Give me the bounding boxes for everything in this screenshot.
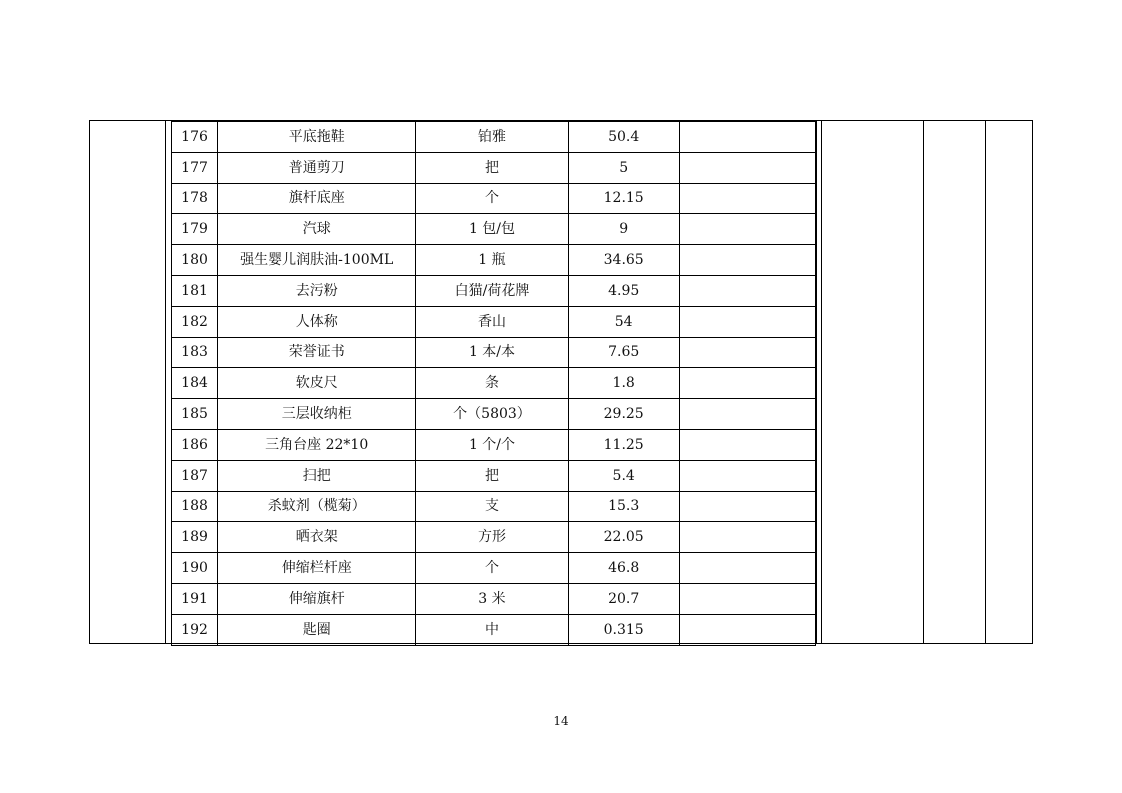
cell-number: 183	[172, 337, 218, 368]
cell-note	[679, 614, 815, 645]
table-row	[172, 152, 816, 183]
cell-number: 191	[172, 583, 218, 614]
table-row	[172, 368, 816, 399]
cell-price: 20.7	[568, 583, 679, 614]
page-number: 14	[553, 714, 569, 728]
cell-note	[679, 460, 815, 491]
table-row	[172, 183, 816, 214]
cell-unit: 个（5803）	[416, 399, 568, 430]
cell-number: 190	[172, 553, 218, 584]
cell-item-name: 旗杆底座	[218, 183, 416, 214]
cell-price: 4.95	[568, 275, 679, 306]
table-row	[172, 306, 816, 337]
cell-unit: 个	[416, 183, 568, 214]
cell-price: 34.65	[568, 245, 679, 276]
cell-unit: 1 个/个	[416, 429, 568, 460]
cell-item-name: 平底拖鞋	[218, 122, 416, 153]
cell-note	[679, 553, 815, 584]
cell-number: 179	[172, 214, 218, 245]
cell-item-name: 扫把	[218, 460, 416, 491]
cell-item-name: 汽球	[218, 214, 416, 245]
cell-unit: 中	[416, 614, 568, 645]
cell-item-name: 晒衣架	[218, 522, 416, 553]
cell-item-name: 伸缩栏杆座	[218, 553, 416, 584]
cell-item-name: 三角台座 22*10	[218, 429, 416, 460]
cell-note	[679, 522, 815, 553]
cell-unit: 条	[416, 368, 568, 399]
cell-price: 50.4	[568, 122, 679, 153]
table-row	[172, 214, 816, 245]
items-table	[171, 121, 816, 646]
cell-note	[679, 429, 815, 460]
cell-note	[679, 275, 815, 306]
cell-number: 186	[172, 429, 218, 460]
cell-note	[679, 122, 815, 153]
cell-price: 5	[568, 152, 679, 183]
cell-price: 1.8	[568, 368, 679, 399]
table-row	[172, 460, 816, 491]
cell-unit: 个	[416, 553, 568, 584]
cell-unit: 白猫/荷花牌	[416, 275, 568, 306]
cell-unit: 方形	[416, 522, 568, 553]
table-row	[172, 491, 816, 522]
cell-price: 11.25	[568, 429, 679, 460]
cell-item-name: 杀蚊剂（榄菊）	[218, 491, 416, 522]
cell-note	[679, 152, 815, 183]
cell-price: 0.315	[568, 614, 679, 645]
cell-note	[679, 214, 815, 245]
cell-item-name: 人体称	[218, 306, 416, 337]
cell-unit: 1 包/包	[416, 214, 568, 245]
cell-item-name: 软皮尺	[218, 368, 416, 399]
cell-unit: 支	[416, 491, 568, 522]
cell-price: 46.8	[568, 553, 679, 584]
cell-item-name: 普通剪刀	[218, 152, 416, 183]
cell-item-name: 匙圈	[218, 614, 416, 645]
cell-number: 177	[172, 152, 218, 183]
cell-price: 15.3	[568, 491, 679, 522]
cell-number: 176	[172, 122, 218, 153]
cell-note	[679, 183, 815, 214]
cell-unit: 香山	[416, 306, 568, 337]
cell-item-name: 强生婴儿润肤油-100ML	[218, 245, 416, 276]
cell-number: 185	[172, 399, 218, 430]
cell-number: 180	[172, 245, 218, 276]
column-divider	[816, 120, 817, 644]
cell-item-name: 去污粉	[218, 275, 416, 306]
table-row	[172, 275, 816, 306]
table-row	[172, 337, 816, 368]
column-divider	[821, 120, 822, 644]
cell-note	[679, 337, 815, 368]
cell-number: 188	[172, 491, 218, 522]
cell-number: 178	[172, 183, 218, 214]
cell-item-name: 伸缩旗杆	[218, 583, 416, 614]
cell-price: 5.4	[568, 460, 679, 491]
cell-note	[679, 583, 815, 614]
cell-price: 54	[568, 306, 679, 337]
table-row	[172, 245, 816, 276]
table-row	[172, 122, 816, 153]
cell-note	[679, 399, 815, 430]
cell-number: 182	[172, 306, 218, 337]
cell-note	[679, 306, 815, 337]
cell-item-name: 三层收纳柜	[218, 399, 416, 430]
cell-price: 7.65	[568, 337, 679, 368]
table-row	[172, 522, 816, 553]
column-divider	[985, 120, 986, 644]
cell-number: 181	[172, 275, 218, 306]
table-row	[172, 553, 816, 584]
table-row	[172, 399, 816, 430]
table-row	[172, 583, 816, 614]
cell-unit: 1 瓶	[416, 245, 568, 276]
cell-unit: 3 米	[416, 583, 568, 614]
cell-number: 189	[172, 522, 218, 553]
cell-unit: 把	[416, 152, 568, 183]
cell-unit: 把	[416, 460, 568, 491]
cell-note	[679, 245, 815, 276]
column-divider	[165, 120, 166, 644]
cell-price: 12.15	[568, 183, 679, 214]
cell-price: 22.05	[568, 522, 679, 553]
cell-note	[679, 491, 815, 522]
cell-note	[679, 368, 815, 399]
cell-number: 184	[172, 368, 218, 399]
cell-item-name: 荣誉证书	[218, 337, 416, 368]
cell-number: 192	[172, 614, 218, 645]
column-divider	[923, 120, 924, 644]
cell-unit: 铂雅	[416, 122, 568, 153]
cell-unit: 1 本/本	[416, 337, 568, 368]
table-row	[172, 614, 816, 645]
cell-price: 29.25	[568, 399, 679, 430]
cell-number: 187	[172, 460, 218, 491]
items-table-body	[172, 122, 816, 646]
table-row	[172, 429, 816, 460]
cell-price: 9	[568, 214, 679, 245]
